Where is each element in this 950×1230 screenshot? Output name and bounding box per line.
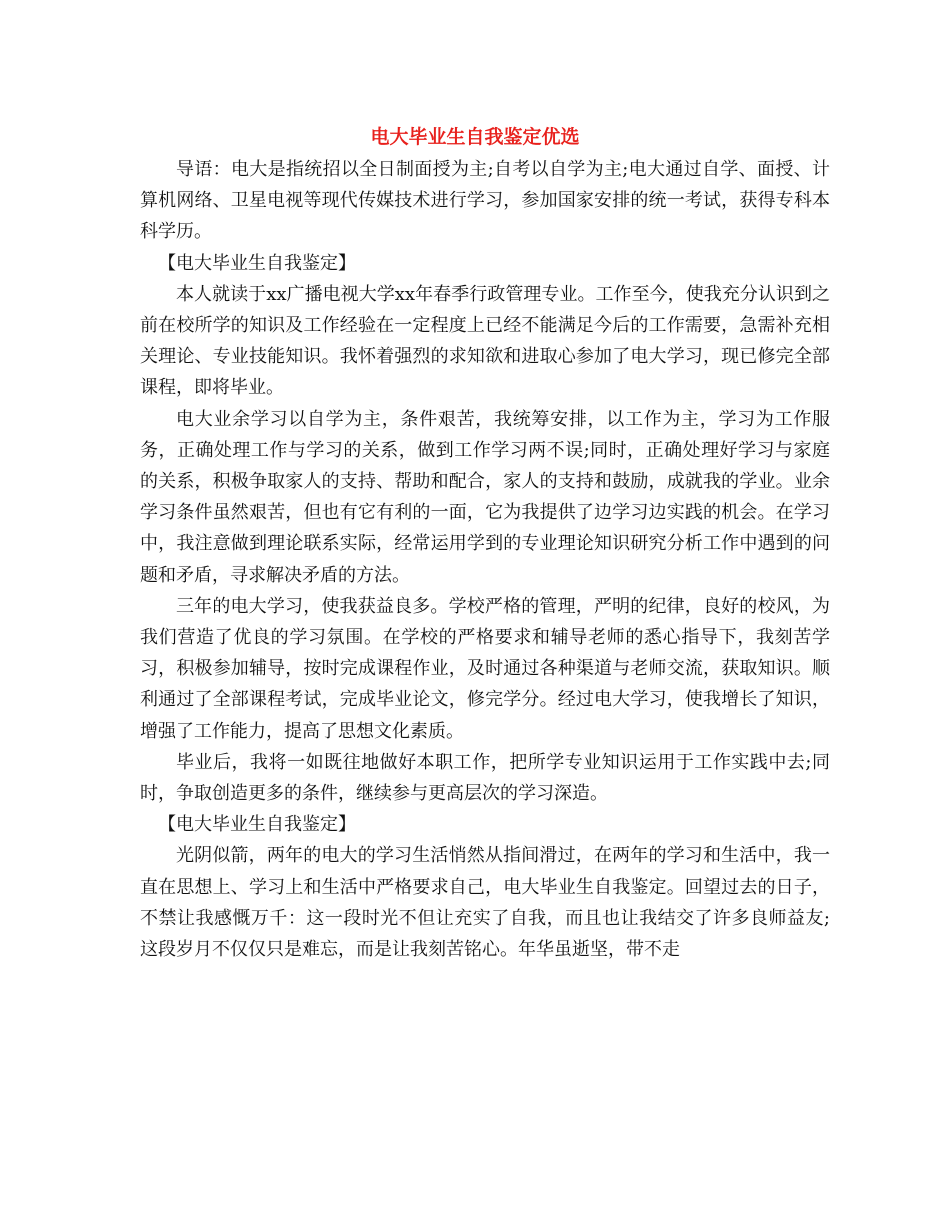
section-heading: 【电大毕业生自我鉴定】 — [158, 252, 356, 274]
body-paragraph: 三年的电大学习，使我获益良多。学校严格的管理，严明的纪律，良好的校风，为我们营造了优良的学习氛围。在学校的严格要求和辅导老师的悉心指导下，我刻苦学习，积极参加辅导，按时完成课程作业，及时通过各种渠道与老师交流，获取知识。顺利通过了全部课程考试，完成毕业论文，修完学分。经过电大学习，使我增长了知识，增强了工作能力，提高了思想文化素质。 — [140, 595, 830, 742]
intro-paragraph: 导语：电大是指统招以全日制面授为主;自考以自学为主;电大通过自学、面授、计算机网络、卫星电视等现代传媒技术进行学习，参加国家安排的统一考试，获得专科本科学历。 — [140, 159, 830, 243]
body-paragraph: 毕业后，我将一如既往地做好本职工作，把所学专业知识运用于工作实践中去;同时，争取创造更多的条件，继续参与更高层次的学习深造。 — [140, 751, 830, 805]
body-paragraph: 电大业余学习以自学为主，条件艰苦，我统筹安排，以工作为主，学习为工作服务，正确处理工作与学习的关系，做到工作学习两不误;同时，正确处理好学习与家庭的关系，积极争取家人的支持、帮助和配合，家人的支持和鼓励，成就我的学业。业余学习条件虽然艰苦，但也有它有利的一面，它为我提供了边学习边实践的机会。在学习中，我注意做到理论联系实际，经常运用学到的专业理论知识研究分析工作中遇到的问题和矛盾，寻求解决矛盾的方法。 — [140, 408, 830, 586]
document-title: 电大毕业生自我鉴定优选 — [370, 126, 580, 148]
section-heading: 【电大毕业生自我鉴定】 — [158, 814, 356, 836]
body-paragraph: 本人就读于xx广播电视大学xx年春季行政管理专业。工作至今，使我充分认识到之前在校所学的知识及工作经验在一定程度上已经不能满足今后的工作需要，急需补充相关理论、专业技能知识。我怀着强烈的求知欲和进取心参加了电大学习，现已修完全部课程，即将毕业。 — [140, 283, 830, 399]
body-paragraph: 光阴似箭，两年的电大的学习生活悄然从指间滑过，在两年的学习和生活中，我一直在思想上、学习上和生活中严格要求自己，电大毕业生自我鉴定。回望过去的日子，不禁让我感慨万千：这一段时光不但让充实了自我，而且也让我结交了许多良师益友;这段岁月不仅仅只是难忘，而是让我刻苦铭心。年华虽逝坚，带不走 — [140, 845, 830, 961]
document-body — [140, 154, 830, 965]
